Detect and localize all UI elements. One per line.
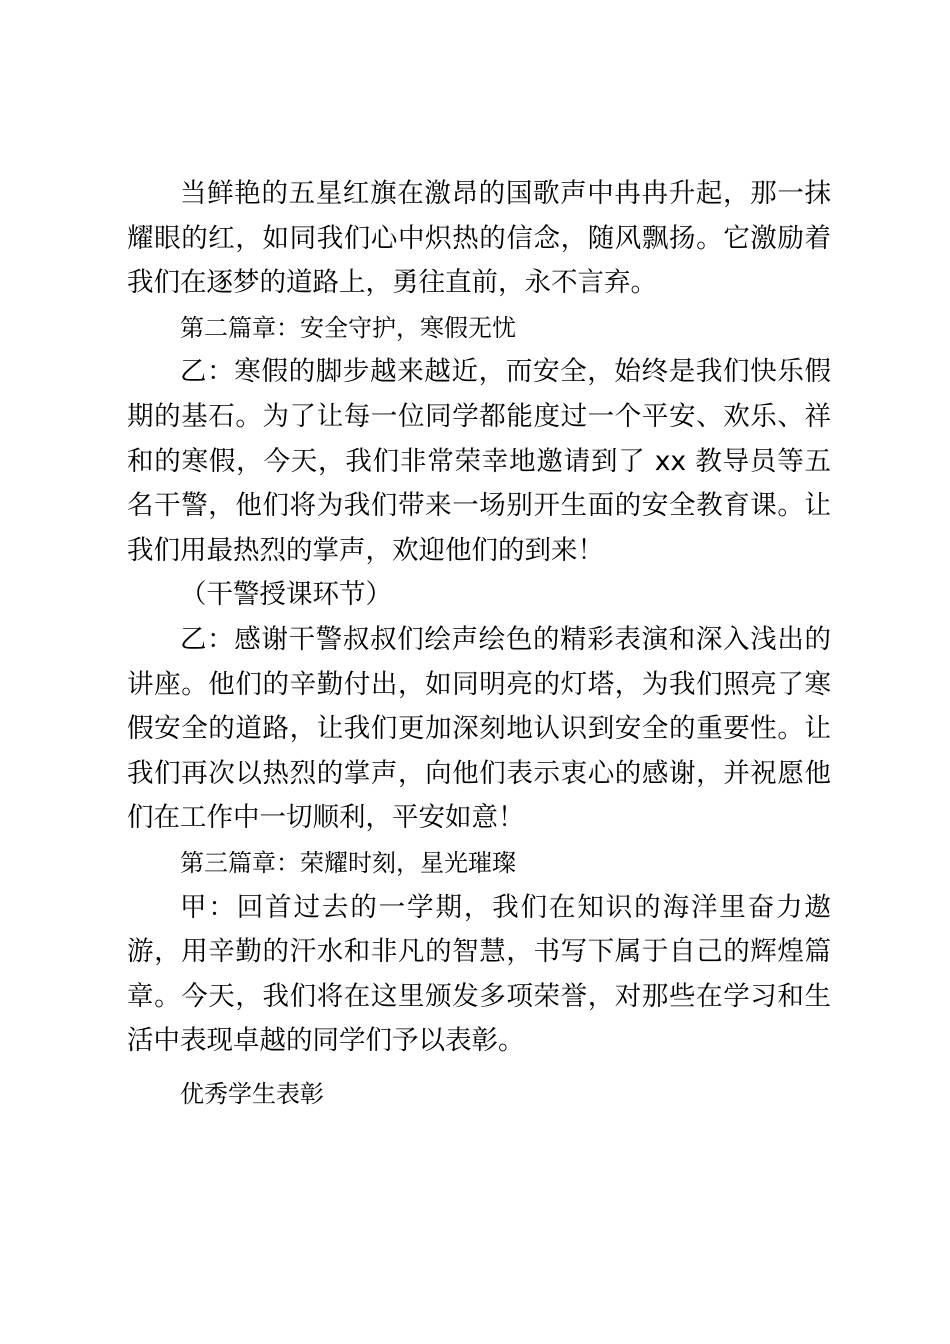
paragraph-thanks-police: 乙：感谢干警叔叔们绘声绘色的精彩表演和深入浅出的讲座。他们的辛勤付出，如同明亮的灯塔，为我们照亮了寒假安全的道路，让我们更加深刻地认识到安全的重要性。让我们再次以热烈的掌声，向他们表示衷心的感谢，并祝愿他们在工作中一切顺利，平安如意！ (127, 623, 831, 834)
document-body (127, 172, 831, 1116)
paragraph-honors-intro: 甲：回首过去的一学期，我们在知识的海洋里奋力遨游，用辛勤的汗水和非凡的智慧，书写下属于自己的辉煌篇章。今天，我们将在这里颁发多项荣誉，对那些在学习和生活中表现卓越的同学们予以表彰。 (127, 891, 831, 1057)
chapter-three-heading: 第三篇章：荣耀时刻，星光璀璨 (180, 848, 516, 877)
paragraph-safety-intro: 乙：寒假的脚步越来越近，而安全，始终是我们快乐假期的基石。为了让每一位同学都能度过一个平安、欢乐、祥和的寒假，今天，我们非常荣幸地邀请到了 xx 教导员等五名干警，他们将为我们带来一场别开生面的安全教育课。让我们用最热烈的掌声，欢迎他们的到来！ (127, 356, 831, 566)
paragraph-police-lecture-note: （干警授课环节） (180, 579, 392, 611)
chapter-two-heading: 第二篇章：安全守护，寒假无忧 (180, 313, 516, 342)
paragraph-flag-raising: 当鲜艳的五星红旗在激昂的国歌声中冉冉升起，那一抹耀眼的红，如同我们心中炽热的信念，随风飘扬。它激励着我们在逐梦的道路上，勇往直前，永不言弃。 (127, 178, 831, 299)
outstanding-students-heading: 优秀学生表彰 (180, 1079, 324, 1108)
